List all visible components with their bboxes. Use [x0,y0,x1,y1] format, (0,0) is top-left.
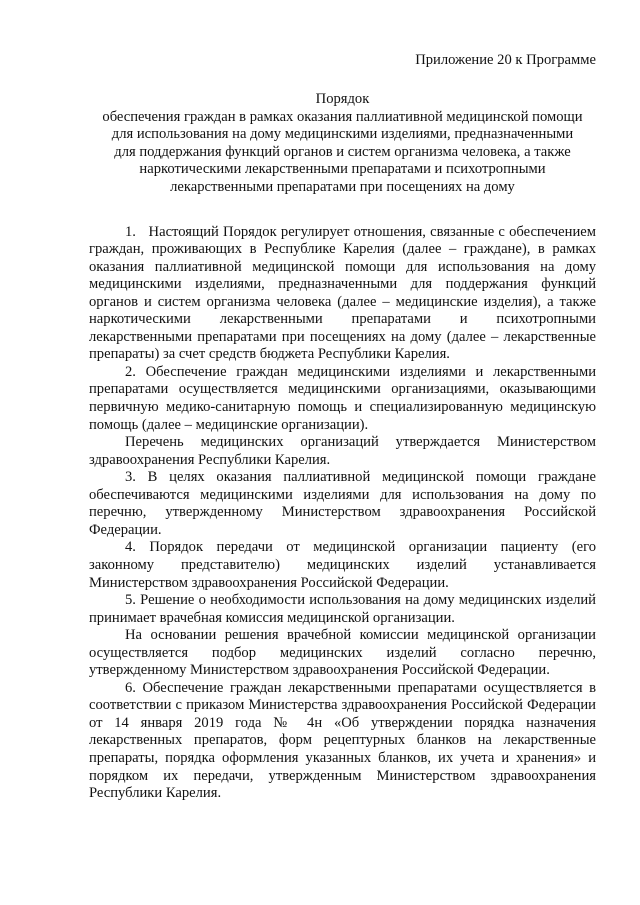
document-title [89,91,596,197]
title-line: лекарственными препаратами при посещениях на дому [170,178,515,195]
appendix-reference: Приложение 20 к Программе [415,52,596,68]
paragraph-4: 4. Порядок передачи от медицинской организации пациенту (его законному представителю) медицинских изделий устанавливается Министерством здравоохранения Российской Федерации. [89,539,596,591]
title-line: для использования на дому медицинскими изделиями, предназначенными [111,126,574,143]
paragraph-3: 3. В целях оказания паллиативной медицинской помощи граждане обеспечиваются медицинскими изделиями для использования на дому по перечню, утвержденному Министерством здравоохранения Российской Федерации. [89,469,596,538]
title-line: обеспечения граждан в рамках оказания паллиативной медицинской помощи [102,108,583,125]
paragraph-2: 2. Обеспечение граждан медицинскими изделиями и лекарственными препаратами осуществляется медицинскими организациями, оказывающими первичную медико-санитарную помощь и специализированную медицинскую помощь (далее – медицинские организации). [89,363,596,433]
paragraph-1: 1. Настоящий Порядок регулирует отношения, связанные с обеспечением граждан, проживающих в Республике Карелия (далее – граждане), в рамках оказания паллиативной медицинской помощи для использования на дому медицинскими изделиями, предназначенными для поддержания функций органов и систем организма человека (далее – медицинские изделия), а также наркотическими лекарственными препаратами и психотропными лекарственными препаратами при посещениях на дому (далее – лекарственные препараты) за счет средств бюджета Республики Карелия. [89,223,596,363]
title-heading: Порядок [315,91,370,107]
title-line: наркотическими лекарственными препаратами и психотропными [139,161,546,178]
paragraph-5-selection: На основании решения врачебной комиссии медицинской организации осуществляется подбор медицинских изделий согласно перечню, утвержденному Министерством здравоохранения Российской Федерации. [89,627,596,679]
paragraph-5: 5. Решение о необходимости использования на дому медицинских изделий принимает врачебная комиссия медицинской организации. [89,592,596,626]
paragraph-6: 6. Обеспечение граждан лекарственными препаратами осуществляется в соответствии с приказом Министерства здравоохранения Российской Федерации от 14 января 2019 года № 4н «Об утверждении порядка назначения лекарственных препаратов, форм рецептурных бланков на лекарственные препараты, порядка оформления указанных бланков, их учета и хранения» и порядком их передачи, утвержденным Министерством здравоохранения Республики Карелия. [89,679,596,802]
document-body [89,224,596,803]
paragraph-2-list: Перечень медицинских организаций утверждается Министерством здравоохранения Республики Карелия. [89,434,596,468]
title-line: для поддержания функций органов и систем организма человека, а также [114,143,571,160]
